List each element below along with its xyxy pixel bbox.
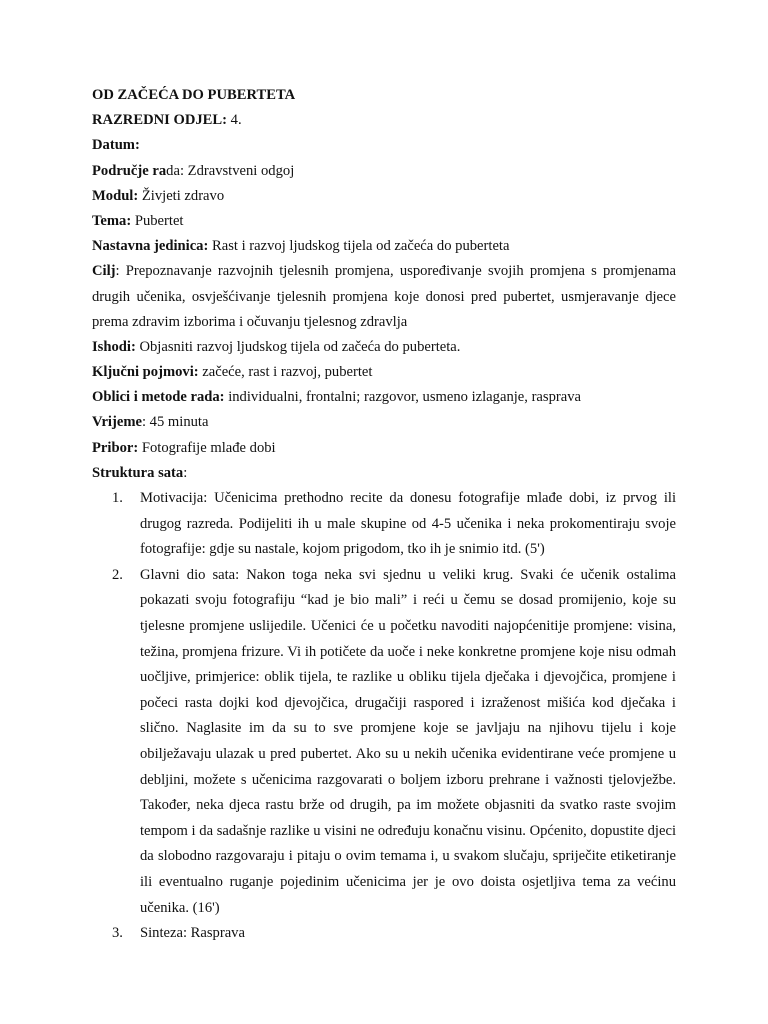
ishodi-label: Ishodi:	[92, 338, 136, 355]
field-datum	[92, 133, 676, 158]
list-item-number: 1.	[112, 490, 123, 507]
field-nastavna-jedinica	[92, 234, 676, 259]
modul-label: Modul:	[92, 187, 139, 204]
lesson-structure-list	[92, 486, 676, 947]
datum-label: Datum:	[92, 137, 140, 154]
field-oblici-metode	[92, 385, 676, 410]
list-item-text: Glavni dio sata: Nakon toga neka svi sjednu u veliki krug. Svaki će učenik ostalima pokazati svoju fotografiju “kad je bio mali” i reći u čemu se dosad promijenio, koje su tjelesne promjene uslijedile. Učenici će u početku navoditi najopćenitije promjene: visina, težina, promjena frizure. Vi ih potičete da uoče i neke konkretne promjene koje nisu odmah uočljive, primjerice: oblik tijela, te razlike u obliku tijela dječaka i djevojčica, promjene i počeci rasta dojki kod djevojčica, drugačiji raspored i izraženost mišića kod dječaka i slično. Naglasite im da su to sve promjene koje se javljaju na njihovu tijelu i koje obilježavaju ulazak u pred pubertet. Ako su u nekih učenika evidentirane veće promjene u debljini, možete s učenicima razgovarati o boljem izboru prehrane i važnosti tjelovježbe. Također, neka djeca rastu brže od drugih, pa im možete objasniti da svatko raste svojim tempom i da sadašnje razlike u visini ne određuju konačnu visinu. Općenito, dopustite djeci da slobodno razgovaraju i pitaju o ovim temama i, u svakom slučaju, spriječite etiketiranje ili eventualno ruganje pojedinim učenicima jer je ovo doista osjetljiva tema za većinu učenika. (16')	[140, 566, 676, 916]
razred-label: RAZREDNI ODJEL:	[92, 112, 228, 129]
pojmovi-value: začeće, rast i razvoj, pubertet	[198, 364, 373, 381]
modul-value: Živjeti zdravo	[138, 187, 225, 204]
tema-label: Tema:	[92, 212, 132, 229]
pribor-value: Fotografije mlađe dobi	[138, 439, 276, 456]
field-vrijeme	[92, 410, 676, 435]
jedinica-label: Nastavna jedinica:	[92, 238, 209, 255]
oblici-label: Oblici i metode rada:	[92, 389, 225, 406]
field-modul	[92, 184, 676, 209]
jedinica-value: Rast i razvoj ljudskog tijela od začeća do puberteta	[208, 238, 510, 255]
list-item-number: 2.	[112, 566, 123, 583]
cilj-label: Cilj	[92, 263, 116, 280]
podrucje-value: da: Zdravstveni odgoj	[166, 162, 295, 179]
vrijeme-label: Vrijeme	[92, 414, 142, 431]
cilj-value: : Prepoznavanje razvojnih tjelesnih promjena, uspoređivanje svojih promjena s promjenama drugih učenika, osvješćivanje tjelesnih promjena koje donosi pred pubertet, usmjeravanje djece prema zdravim izborima i očuvanju tjelesnog zdravlja	[92, 263, 676, 330]
struktura-label: Struktura sata	[92, 464, 184, 481]
field-tema	[92, 209, 676, 234]
list-item-text: Motivacija: Učenicima prethodno recite da donesu fotografije mlađe dobi, iz prvog ili drugog razreda. Podijeliti ih u male skupine od 4-5 učenika i neka prokomentiraju svoje fotografije: gdje su nastale, kojom prigodom, tko ih je snimio itd. (5')	[140, 490, 676, 558]
document-title	[92, 83, 676, 108]
field-razred	[92, 108, 676, 133]
field-podrucje	[92, 159, 676, 184]
title-text: OD ZAČEĆA DO PUBERTETA	[92, 87, 296, 103]
podrucje-label: Područje ra	[92, 162, 167, 179]
field-kljucni-pojmovi	[92, 360, 676, 385]
tema-value: Pubertet	[131, 212, 184, 229]
list-item	[92, 563, 676, 921]
field-struktura-sata	[92, 461, 676, 486]
field-pribor	[92, 436, 676, 461]
pojmovi-label: Ključni pojmovi:	[92, 364, 199, 381]
list-item	[92, 921, 676, 947]
field-cilj	[92, 259, 676, 335]
vrijeme-value: : 45 minuta	[141, 414, 209, 431]
field-ishodi	[92, 335, 676, 360]
list-item-number: 3.	[112, 925, 123, 942]
ishodi-value: Objasniti razvoj ljudskog tijela od začeća do puberteta.	[135, 338, 461, 355]
pribor-label: Pribor:	[92, 439, 139, 456]
struktura-colon: :	[183, 464, 188, 481]
razred-value: 4.	[227, 112, 242, 129]
list-item-text: Sinteza: Rasprava	[140, 925, 245, 942]
oblici-value: individualni, frontalni; razgovor, usmeno izlaganje, rasprava	[224, 389, 581, 406]
list-item	[92, 486, 676, 563]
lesson-plan	[92, 83, 676, 947]
